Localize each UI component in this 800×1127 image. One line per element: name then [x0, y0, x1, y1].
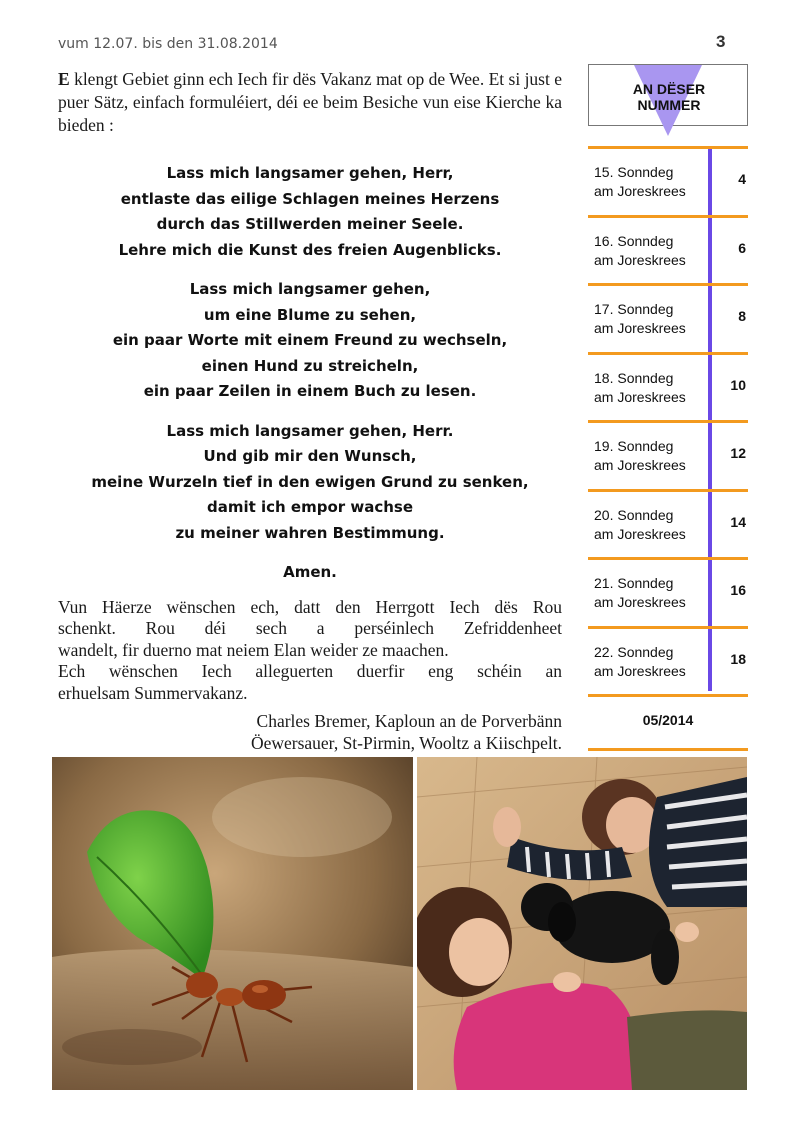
signature-line-2: Öewersauer, St-Pirmin, Wooltz a Kiischpelt. [250, 732, 562, 753]
toc-item-label: 17. Sonndeg am Joreskrees [594, 301, 686, 336]
toc-item-page: 12 [730, 445, 746, 461]
prayer [58, 161, 562, 586]
initial-letter: E [58, 69, 70, 89]
toc-item-17[interactable] [588, 286, 748, 355]
issue-title-line-1: AN DËSER [632, 81, 706, 97]
header-date-range: vum 12.07. bis den 31.08.2014 [58, 36, 278, 52]
signature-line-1: Charles Bremer, Kaploun an de Porverbänn [256, 711, 562, 731]
prayer-line: Lehre mich die Kunst des freien Augenblicks. [118, 240, 502, 259]
prayer-stanza-2 [58, 277, 562, 405]
prayer-line: zu meiner wahren Bestimmung. [175, 523, 445, 542]
toc-item-18[interactable] [588, 355, 748, 424]
toc-item-label: 15. Sonndeg am Joreskrees [594, 164, 686, 199]
issue-code: 05/2014 [642, 712, 694, 728]
toc-item-label: 22. Sonndeg am Joreskrees [594, 643, 686, 679]
toc-item-20[interactable] [588, 492, 748, 561]
toc-list [588, 146, 748, 697]
issue-title [589, 81, 749, 113]
prayer-line: einen Hund zu streicheln, [201, 356, 419, 375]
toc-item-page: 14 [730, 513, 746, 530]
toc-item-label: 18. Sonndeg am Joreskrees [594, 369, 686, 405]
prayer-line: meine Wurzeln tief in den ewigen Grund zu senken, [91, 472, 529, 491]
toc-item-page: 16 [730, 582, 746, 598]
prayer-line: entlaste das eilige Schlagen meines Herzens [120, 189, 500, 208]
toc-item-label: 20. Sonndeg am Joreskrees [594, 506, 686, 542]
prayer-amen: Amen. [283, 563, 337, 581]
closing-line: erhuelsam Summervakanz. [58, 682, 248, 703]
toc-item-page: 8 [738, 308, 746, 324]
prayer-line: Und gib mir den Wunsch, [203, 447, 417, 465]
toc-item-16[interactable] [588, 218, 748, 287]
prayer-stanza-1 [58, 161, 562, 263]
toc-item-15[interactable] [588, 149, 748, 218]
toc-item-label: 16. Sonndeg am Joreskrees [594, 232, 686, 268]
sidebar-bottom-rule [588, 748, 748, 751]
prayer-line: Lass mich langsamer gehen, Herr. [166, 421, 454, 440]
page-number: 3 [716, 32, 726, 51]
prayer-stanza-3 [58, 419, 562, 547]
prayer-line: ein paar Zeilen in einem Buch zu lesen. [143, 382, 477, 400]
closing-line: Ech wënschen Iech alleguerten duerfir eng schéin an [58, 661, 562, 681]
prayer-line: um eine Blume zu sehen, [203, 305, 417, 324]
toc-item-label: 21. Sonndeg am Joreskrees [594, 575, 686, 610]
leafcutter-ant-photo [52, 757, 413, 1090]
main-article [58, 68, 562, 754]
prayer-line: ein paar Worte mit einem Freund zu wechseln, [112, 331, 508, 349]
toc-item-19[interactable] [588, 423, 748, 492]
closing-line: Vun Häerze wënschen ech, datt den Herrgott Iech dës Rou [58, 596, 562, 617]
children-with-puppy-image [417, 757, 747, 1090]
intro-paragraph [58, 68, 562, 137]
signature [58, 711, 562, 754]
toc-item-page: 4 [738, 171, 746, 187]
intro-text: klengt Gebiet ginn ech Iech fir dës Vakanz mat op de Wee. Et si just e puer Sätz, einfach formuléiert, déi ee beim Besiche vun eise Kierche ka bieden : [58, 69, 562, 135]
issue-title-box [588, 64, 748, 126]
toc-item-21[interactable] [588, 560, 748, 629]
closing-paragraph [58, 597, 562, 705]
closing-line: schenkt. Rou déi sech a perséinlech Zefriddenheet [58, 618, 562, 638]
leafcutter-ant-image [52, 757, 413, 1090]
table-of-contents-sidebar [588, 64, 748, 728]
prayer-line: Lass mich langsamer gehen, [189, 280, 431, 298]
issue-title-line-2: NUMMER [637, 97, 701, 113]
children-with-puppy-photo [417, 757, 747, 1090]
closing-line: wandelt, fir duerno mat neiem Elan weider ze maachen. [58, 639, 449, 660]
prayer-line: durch das Stillwerden meiner Seele. [156, 215, 464, 233]
prayer-line: damit ich empor wachse [206, 498, 414, 516]
toc-item-page: 18 [730, 650, 746, 667]
toc-item-page: 6 [738, 239, 746, 256]
prayer-line: Lass mich langsamer gehen, Herr, [166, 164, 454, 182]
toc-item-label: 19. Sonndeg am Joreskrees [594, 438, 686, 473]
toc-item-22[interactable] [588, 629, 748, 698]
toc-item-page: 10 [730, 376, 746, 393]
